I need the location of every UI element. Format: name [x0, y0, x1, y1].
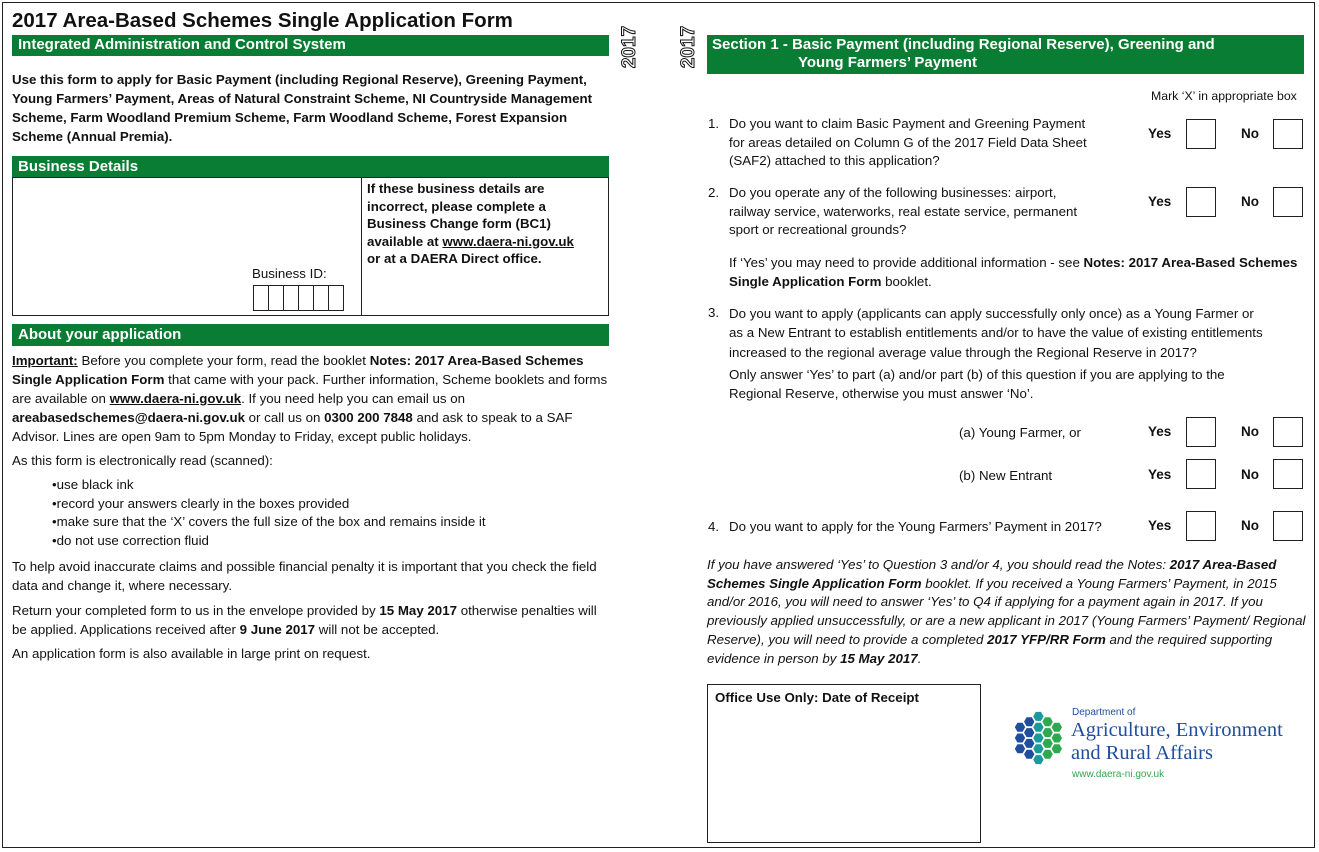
- note-line: If these business details are: [367, 181, 545, 196]
- subtitle-bar: [12, 35, 609, 56]
- q1-yes-label: Yes: [1148, 126, 1172, 141]
- year-mark-left: 2017: [619, 25, 640, 69]
- text: 15 May 2017: [840, 650, 918, 666]
- q4-no-checkbox[interactable]: [1273, 511, 1303, 541]
- text: otherwise penalties will be applied. Applications received after: [12, 603, 597, 637]
- text: booklet.: [881, 273, 932, 289]
- section1-heading-line2: Young Farmers’ Payment: [798, 54, 977, 71]
- list-item: • make sure that the ‘X’ covers the full size of the box and remains inside it: [52, 513, 486, 532]
- business-details-heading-bar: [12, 156, 609, 177]
- logo-line1: Agriculture, Environment: [1071, 719, 1283, 741]
- note-line: incorrect, please complete a: [367, 198, 546, 214]
- business-id-cell[interactable]: [314, 285, 329, 311]
- list-item: • record your answers clearly in the boxes provided: [52, 495, 486, 514]
- logo-hexagon: [1033, 723, 1043, 732]
- logo-hexagon: [1033, 755, 1043, 764]
- logo-hexagon: [1015, 744, 1025, 753]
- logo-hexagon: [1042, 728, 1052, 737]
- q3a-yes-checkbox[interactable]: [1186, 417, 1216, 447]
- q-line: for areas detailed on Column G of the 2017 Field Data Sheet: [729, 134, 1087, 150]
- deadline-date: 15 May 2017: [379, 603, 457, 618]
- q3-text: [729, 304, 1309, 403]
- logo-hexagon: [1024, 728, 1034, 737]
- text: and the required supporting evidence in person by: [707, 631, 1273, 666]
- logo-hexagon: [1042, 739, 1052, 748]
- business-id-cell[interactable]: [284, 285, 299, 311]
- q-line: Do you want to apply (applicants can apply successfully only once) as a Young Farmer or: [729, 306, 1254, 321]
- business-id-cell[interactable]: [269, 285, 284, 311]
- form-title: 2017 Area-Based Schemes Single Application Form: [12, 9, 513, 32]
- q2-text: [729, 184, 1129, 240]
- q2-note: [729, 254, 1299, 291]
- subtitle: Integrated Administration and Control System: [18, 36, 346, 53]
- logo-hexagon: [1042, 717, 1052, 726]
- q2-yes-label: Yes: [1148, 194, 1172, 209]
- q-line: sport or recreational grounds?: [729, 222, 907, 237]
- q3a-label: (a) Young Farmer, or: [959, 425, 1081, 440]
- text: and ask to speak to a SAF Advisor. Lines are open 9am to 5pm Monday to Friday, except public holidays.: [12, 410, 573, 444]
- logo-hexagon: [1033, 712, 1043, 721]
- intro-text: Use this form to apply for Basic Payment (including Regional Reserve), Greening Payment, Young Farmers’ Payment, Areas of Natural Constraint Scheme, NI Countryside Management Scheme, Farm Woodland Premium Scheme, Farm Woodland Scheme, Forest Expansion Scheme (Annual Premia).: [12, 72, 593, 144]
- note-line: [367, 233, 603, 251]
- important-label: Important:: [12, 353, 78, 368]
- q1-no-label: No: [1241, 126, 1259, 141]
- logo-hexagon: [1052, 734, 1062, 743]
- scan-note: As this form is electronically read (scanned):: [12, 453, 273, 468]
- q3a-no-checkbox[interactable]: [1273, 417, 1303, 447]
- text: booklet. If you received a Young Farmers’ Payment, in 2015 and/or 2016, you will need to answer ‘Yes’ to Q4 if applying for a payment again in 2017. If you previously applied unsuccessfully, or are a new applicant in 2017 (Young Farmers’ Payment/ Regional Reserve), you will need to provide a completed: [707, 575, 1306, 647]
- large-print-note: An application form is also available in large print on request.: [12, 646, 371, 661]
- business-id-cell[interactable]: [299, 285, 314, 311]
- q4-number: 4.: [708, 519, 720, 534]
- q3b-yes-label: Yes: [1148, 467, 1172, 482]
- daera-hexagon-icon: [1014, 708, 1064, 768]
- logo-line2: and Rural Affairs: [1071, 742, 1213, 764]
- logo-hexagon: [1042, 750, 1052, 759]
- logo-hexagon: [1015, 723, 1025, 732]
- list-item: • do not use correction fluid: [52, 532, 486, 551]
- q3b-label: (b) New Entrant: [959, 468, 1053, 483]
- q2-number: 2.: [708, 185, 720, 200]
- q4-no-label: No: [1241, 518, 1259, 533]
- q1-number: 1.: [708, 116, 720, 131]
- logo-hexagon: [1033, 734, 1043, 743]
- q-line: railway service, waterworks, real estate service, permanent: [729, 203, 1078, 219]
- text: . If you need help you can email us on: [241, 391, 466, 406]
- office-use-label: Office Use Only: Date of Receipt: [715, 690, 919, 705]
- logo-dept-of: Department of: [1072, 707, 1136, 718]
- q4-yes-label: Yes: [1148, 518, 1172, 533]
- business-id-cell[interactable]: [254, 285, 269, 311]
- q2-yes-checkbox[interactable]: [1186, 187, 1216, 217]
- business-id-label: Business ID:: [252, 266, 327, 281]
- return-paragraph: [12, 601, 608, 639]
- text: or call us on: [244, 410, 325, 425]
- logo-hexagon: [1024, 750, 1034, 759]
- q1-no-checkbox[interactable]: [1273, 119, 1303, 149]
- q4-yes-checkbox[interactable]: [1186, 511, 1216, 541]
- q3a-no-label: No: [1241, 424, 1259, 439]
- business-details-heading: Business Details: [18, 158, 139, 175]
- year-mark-right: 2017: [678, 25, 699, 69]
- note-line: Business Change form (BC1): [367, 216, 551, 232]
- business-change-note: [367, 180, 603, 268]
- office-use-box[interactable]: [707, 684, 981, 843]
- phone-number: 0300 200 7848: [324, 410, 413, 425]
- q2-no-label: No: [1241, 194, 1259, 209]
- q-line: Do you operate any of the following businesses: airport,: [729, 185, 1057, 200]
- q3a-yes-label: Yes: [1148, 424, 1172, 439]
- section1-heading-bar: [707, 35, 1304, 74]
- text: 2017 Area-Based Schemes Single Application Form: [707, 557, 1277, 591]
- q-line: Regional Reserve, otherwise you must answer ‘No’.: [729, 386, 1034, 402]
- about-heading-bar: [12, 324, 609, 346]
- q-line: Do you want to claim Basic Payment and Greening Payment: [729, 116, 1086, 131]
- business-id-input[interactable]: [253, 285, 344, 311]
- logo-hexagon: [1052, 744, 1062, 753]
- young-farmer-guidance: [707, 556, 1307, 668]
- list-item: • use black ink: [52, 476, 486, 495]
- check-paragraph: To help avoid inaccurate claims and possible financial penalty it is important that you check the field data and change it, where necessary.: [12, 559, 597, 593]
- website-link[interactable]: www.daera-ni.gov.uk: [109, 391, 242, 406]
- q2-no-checkbox[interactable]: [1273, 187, 1303, 217]
- email-link[interactable]: areabasedschemes@daera-ni.gov.uk: [12, 410, 245, 425]
- text: Notes: 2017 Area-Based Schemes Single Application Form: [12, 353, 584, 387]
- text: Notes: 2017 Area-Based Schemes Single Application Form: [729, 255, 1298, 289]
- scan-rules-list: [52, 476, 486, 550]
- about-important-paragraph: [12, 351, 608, 446]
- logo-hexagon: [1033, 744, 1043, 753]
- text: If you have answered ‘Yes’ to Question 3 and/or 4, you should read the Notes:: [707, 557, 1170, 572]
- q-line: Only answer ‘Yes’ to part (a) and/or part (b) of this question if you are applying to the: [729, 366, 1225, 382]
- note-line: or at a DAERA Direct office.: [367, 251, 542, 267]
- q3b-no-checkbox[interactable]: [1273, 459, 1303, 489]
- section1-heading-line1: Section 1 - Basic Payment (including Regional Reserve), Greening and: [712, 36, 1215, 53]
- q3b-no-label: No: [1241, 467, 1259, 482]
- mark-instruction: Mark ‘X’ in appropriate box: [1151, 89, 1297, 103]
- text: If ‘Yes’ you may need to provide additional information - see: [729, 255, 1084, 270]
- logo-hexagon: [1052, 723, 1062, 732]
- text: that came with your pack. Further information, Scheme booklets and forms are available on: [12, 372, 608, 406]
- text: Before you complete your form, read the booklet: [77, 353, 370, 368]
- text: will not be accepted.: [315, 622, 440, 637]
- logo-hexagon: [1015, 734, 1025, 743]
- daera-logo: [1014, 706, 1309, 786]
- business-id-cell[interactable]: [329, 285, 344, 311]
- business-details-box: [12, 177, 609, 316]
- logo-hexagon: [1024, 717, 1034, 726]
- about-heading: About your application: [18, 326, 182, 343]
- daera-link[interactable]: www.daera-ni.gov.uk: [442, 233, 574, 249]
- q3b-yes-checkbox[interactable]: [1186, 459, 1216, 489]
- logo-url: www.daera-ni.gov.uk: [1072, 769, 1165, 780]
- q3-number: 3.: [708, 305, 720, 320]
- text: .: [917, 650, 922, 666]
- q-line: increased to the regional average value through the Regional Reserve in 2017?: [729, 344, 1197, 360]
- q-line: (SAF2) attached to this application?: [729, 153, 940, 168]
- q-line: as a New Entrant to establish entitlements and/or to have the value of existing entitlements: [729, 325, 1263, 341]
- text: 2017 YFP/RR Form: [987, 631, 1106, 647]
- text: Return your completed form to us in the envelope provided by: [12, 603, 380, 618]
- late-date: 9 June 2017: [239, 622, 316, 637]
- q1-yes-checkbox[interactable]: [1186, 119, 1216, 149]
- q4-text: Do you want to apply for the Young Farmers’ Payment in 2017?: [729, 519, 1102, 534]
- q1-text: [729, 115, 1129, 171]
- logo-hexagon: [1024, 739, 1034, 748]
- business-details-divider: [361, 178, 362, 315]
- note-text: available at: [367, 233, 443, 249]
